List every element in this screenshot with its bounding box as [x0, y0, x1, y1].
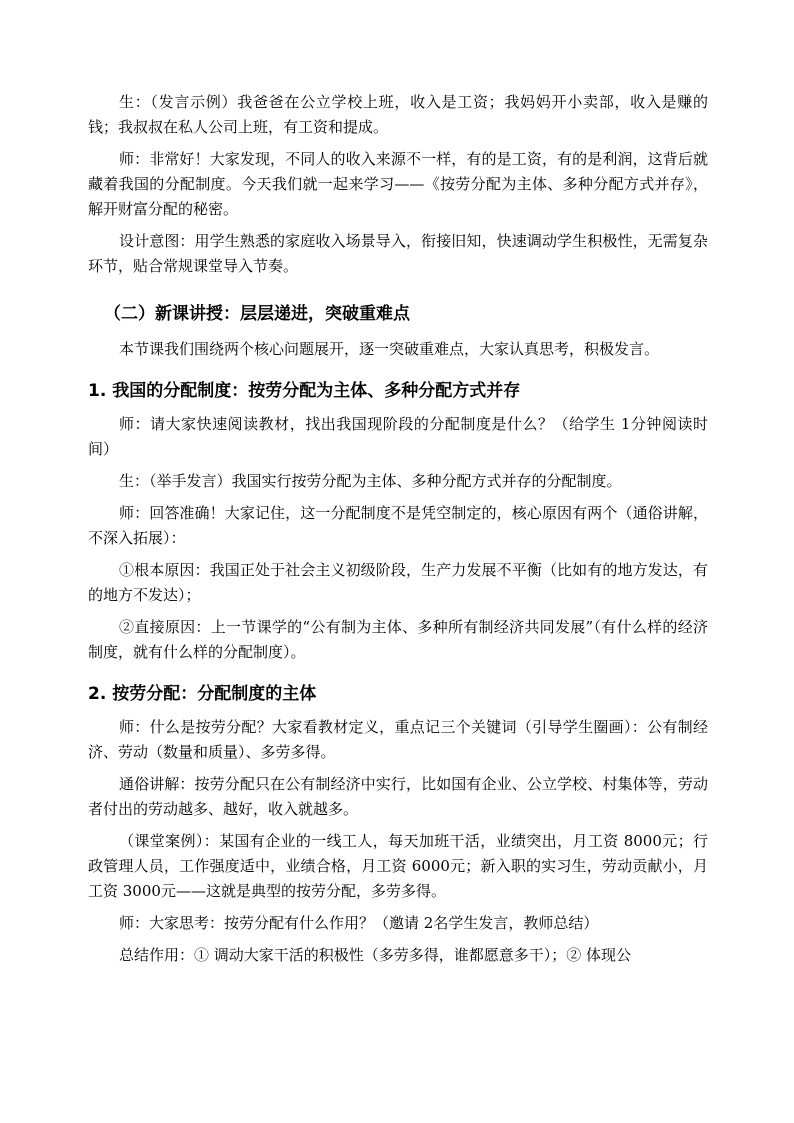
student-answer-paragraph: 生：（举手发言）我国实行按劳分配为主体、多种分配方式并存的分配制度。: [119, 472, 622, 490]
plain-explanation-paragraph: 通俗讲解：按劳分配只在公有制经济中实行，比如国有企业、公立学校、村集体等，劳动者付出的劳动越多、越好，收入就越多。: [88, 775, 708, 818]
section-intro-paragraph: 本节课我们围绕两个核心问题展开，逐一突破重难点，大家认真思考，积极发言。: [119, 340, 660, 358]
teacher-question-paragraph: 师：请大家快速阅读教材，找出我国现阶段的分配制度是什么？（给学生 1分钟阅读时间）: [88, 415, 708, 458]
direct-reason-paragraph: ②直接原因：上一节课学的“公有制为主体、多种所有制经济共同发展”（有什么样的经济制度，就有什么样的分配制度）。: [88, 618, 708, 661]
fundamental-reason-paragraph: ①根本原因：我国正处于社会主义初级阶段，生产力发展不平衡（比如有的地方发达，有的地方不发达）；: [88, 561, 708, 604]
classroom-case-paragraph: （课堂案例）：某国有企业的一线工人，每天加班干活，业绩突出，月工资 8000元；行政管理人员，工作强度适中，业绩合格，月工资 6000元；新入职的实习生，劳动贡献小，月工资 3000元——这就是典型的按劳分配，多劳多得。: [88, 832, 708, 900]
teacher-response-paragraph: 师：非常好！大家发现，不同人的收入来源不一样，有的是工资，有的是利润，这背后就藏着我国的分配制度。今天我们就一起来学习——《按劳分配为主体、多种分配方式并存》，解开财富分配的秘密。: [88, 150, 708, 218]
summary-paragraph: 总结作用：① 调动大家干活的积极性（多劳多得，谁都愿意多干）；② 体现公: [119, 946, 632, 964]
teacher-explanation-paragraph: 师：回答准确！大家记住，这一分配制度不是凭空制定的，核心原因有两个（通俗讲解，不深入拓展）：: [88, 504, 708, 547]
subsection-heading-distribution-system: 1. 我国的分配制度：按劳分配为主体、多种分配方式并存: [88, 381, 521, 401]
teacher-question-paragraph: 师：大家思考：按劳分配有什么作用？（邀请 2名学生发言，教师总结）: [119, 914, 599, 932]
teacher-question-paragraph: 师：什么是按劳分配？大家看教材定义，重点记三个关键词（引导学生圈画）：公有制经济、劳动（数量和质量）、多劳多得。: [88, 718, 708, 761]
section-heading-new-lesson: （二）新课讲授：层层递进，突破重难点: [104, 304, 410, 324]
document-page: [88, 90, 708, 975]
subsection-heading-distribution-by-work: 2. 按劳分配：分配制度的主体: [88, 684, 317, 704]
design-intent-paragraph: 设计意图：用学生熟悉的家庭收入场景导入，衔接旧知，快速调动学生积极性，无需复杂环节，贴合常规课堂导入节奏。: [88, 232, 708, 275]
student-answer-paragraph: 生：（发言示例）我爸爸在公立学校上班，收入是工资；我妈妈开小卖部，收入是赚的钱；我叔叔在私人公司上班，有工资和提成。: [88, 93, 708, 136]
